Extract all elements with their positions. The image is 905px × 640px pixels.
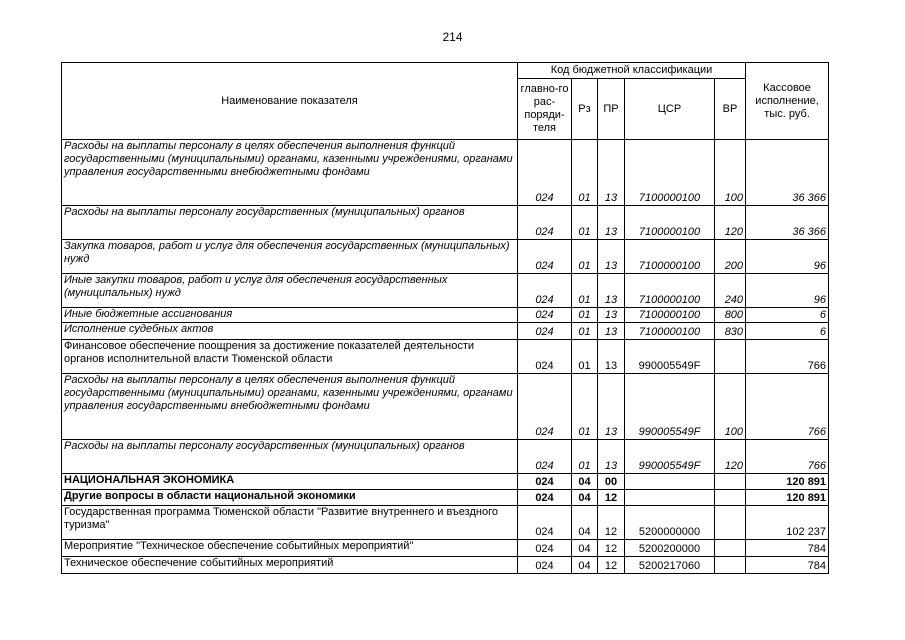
cell-amount: 6 xyxy=(746,308,829,323)
cell-pr: 13 xyxy=(598,340,625,374)
cell-vr xyxy=(715,340,746,374)
cell-vr: 800 xyxy=(715,308,746,323)
cell-pr: 13 xyxy=(598,274,625,308)
cell-name: НАЦИОНАЛЬНАЯ ЭКОНОМИКА xyxy=(62,474,518,490)
table-row xyxy=(62,506,829,540)
cell-amount: 766 xyxy=(746,440,829,474)
cell-name: Мероприятие "Техническое обеспечение событийных мероприятий" xyxy=(62,540,518,557)
cell-rz: 01 xyxy=(572,274,598,308)
cell-name: Техническое обеспечение событийных мероприятий xyxy=(62,557,518,574)
cell-amount: 120 891 xyxy=(746,490,829,506)
cell-csr: 990005549F xyxy=(625,340,715,374)
cell-pr: 13 xyxy=(598,206,625,240)
cell-rz: 01 xyxy=(572,240,598,274)
cell-rz: 04 xyxy=(572,557,598,574)
cell-name: Иные закупки товаров, работ и услуг для обеспечения государственных (муниципальных) нужд xyxy=(62,274,518,308)
cell-amount: 784 xyxy=(746,540,829,557)
cell-rz: 04 xyxy=(572,506,598,540)
table-row xyxy=(62,323,829,340)
cell-name: Иные бюджетные ассигнования xyxy=(62,308,518,323)
cell-csr xyxy=(625,490,715,506)
cell-glav: 024 xyxy=(518,440,572,474)
cell-name: Закупка товаров, работ и услуг для обеспечения государственных (муниципальных) нужд xyxy=(62,240,518,274)
table-row xyxy=(62,308,829,323)
cell-rz: 01 xyxy=(572,374,598,440)
table-row xyxy=(62,557,829,574)
table-row xyxy=(62,540,829,557)
cell-name: Расходы на выплаты персоналу в целях обеспечения выполнения функций государственными (муниципальными) органами, казенными учреждениями, органами управления государственными внебюджетными фондами xyxy=(62,140,518,206)
cell-glav: 024 xyxy=(518,490,572,506)
cell-amount: 96 xyxy=(746,240,829,274)
table-row xyxy=(62,490,829,506)
cell-rz: 01 xyxy=(572,308,598,323)
cell-pr: 13 xyxy=(598,374,625,440)
cell-amount: 766 xyxy=(746,340,829,374)
cell-amount: 784 xyxy=(746,557,829,574)
header-amount: Кассовое исполнение, тыс. руб. xyxy=(746,63,829,140)
header-csr: ЦСР xyxy=(625,79,715,140)
cell-csr: 7100000100 xyxy=(625,140,715,206)
header-pr: ПР xyxy=(598,79,625,140)
cell-rz: 01 xyxy=(572,323,598,340)
header-glav: главно-го рас-поряди-теля xyxy=(518,79,572,140)
cell-pr: 12 xyxy=(598,490,625,506)
cell-glav: 024 xyxy=(518,557,572,574)
cell-pr: 12 xyxy=(598,506,625,540)
cell-rz: 01 xyxy=(572,340,598,374)
cell-csr: 7100000100 xyxy=(625,206,715,240)
header-vr: ВР xyxy=(715,79,746,140)
cell-pr: 13 xyxy=(598,140,625,206)
cell-rz: 01 xyxy=(572,140,598,206)
cell-glav: 024 xyxy=(518,323,572,340)
cell-glav: 024 xyxy=(518,374,572,440)
cell-rz: 01 xyxy=(572,440,598,474)
cell-csr: 7100000100 xyxy=(625,323,715,340)
cell-vr xyxy=(715,490,746,506)
cell-glav: 024 xyxy=(518,140,572,206)
cell-rz: 04 xyxy=(572,490,598,506)
table-body xyxy=(62,140,829,574)
cell-vr: 200 xyxy=(715,240,746,274)
cell-pr: 13 xyxy=(598,308,625,323)
cell-glav: 024 xyxy=(518,206,572,240)
cell-amount: 120 891 xyxy=(746,474,829,490)
table-row xyxy=(62,374,829,440)
cell-csr: 990005549F xyxy=(625,374,715,440)
cell-glav: 024 xyxy=(518,474,572,490)
page-number: 214 xyxy=(442,30,463,44)
budget-table xyxy=(61,62,829,574)
table-row xyxy=(62,240,829,274)
cell-name: Расходы на выплаты персоналу государственных (муниципальных) органов xyxy=(62,440,518,474)
cell-rz: 04 xyxy=(572,540,598,557)
cell-vr: 240 xyxy=(715,274,746,308)
cell-name: Другие вопросы в области национальной экономики xyxy=(62,490,518,506)
table-row xyxy=(62,474,829,490)
cell-name: Государственная программа Тюменской области "Развитие внутреннего и въездного туризма" xyxy=(62,506,518,540)
cell-name: Расходы на выплаты персоналу в целях обеспечения выполнения функций государственными (муниципальными) органами, казенными учреждениями, органами управления государственными внебюджетными фондами xyxy=(62,374,518,440)
cell-vr: 100 xyxy=(715,374,746,440)
cell-pr: 12 xyxy=(598,557,625,574)
cell-amount: 102 237 xyxy=(746,506,829,540)
cell-csr: 5200217060 xyxy=(625,557,715,574)
cell-vr xyxy=(715,557,746,574)
cell-name: Исполнение судебных актов xyxy=(62,323,518,340)
cell-vr xyxy=(715,474,746,490)
cell-vr xyxy=(715,540,746,557)
cell-name: Финансовое обеспечение поощрения за достижение показателей деятельности органов исполнительной власти Тюменской области xyxy=(62,340,518,374)
cell-pr: 00 xyxy=(598,474,625,490)
cell-csr: 7100000100 xyxy=(625,274,715,308)
cell-glav: 024 xyxy=(518,506,572,540)
cell-rz: 04 xyxy=(572,474,598,490)
cell-csr: 5200000000 xyxy=(625,506,715,540)
cell-glav: 024 xyxy=(518,340,572,374)
table-row xyxy=(62,140,829,206)
cell-amount: 36 366 xyxy=(746,140,829,206)
cell-glav: 024 xyxy=(518,308,572,323)
cell-glav: 024 xyxy=(518,540,572,557)
header-name: Наименование показателя xyxy=(62,63,518,140)
table-row xyxy=(62,440,829,474)
cell-amount: 766 xyxy=(746,374,829,440)
header-group-code: Код бюджетной классификации xyxy=(518,63,746,79)
cell-vr: 830 xyxy=(715,323,746,340)
cell-glav: 024 xyxy=(518,240,572,274)
cell-vr: 100 xyxy=(715,140,746,206)
cell-glav: 024 xyxy=(518,274,572,308)
cell-csr: 990005549F xyxy=(625,440,715,474)
cell-amount: 36 366 xyxy=(746,206,829,240)
cell-pr: 13 xyxy=(598,240,625,274)
table-row xyxy=(62,274,829,308)
cell-vr: 120 xyxy=(715,440,746,474)
cell-pr: 12 xyxy=(598,540,625,557)
cell-vr: 120 xyxy=(715,206,746,240)
table-row xyxy=(62,206,829,240)
cell-csr: 7100000100 xyxy=(625,240,715,274)
cell-pr: 13 xyxy=(598,440,625,474)
cell-vr xyxy=(715,506,746,540)
table-row xyxy=(62,340,829,374)
cell-amount: 96 xyxy=(746,274,829,308)
cell-csr: 7100000100 xyxy=(625,308,715,323)
cell-amount: 6 xyxy=(746,323,829,340)
cell-name: Расходы на выплаты персоналу государственных (муниципальных) органов xyxy=(62,206,518,240)
cell-csr xyxy=(625,474,715,490)
cell-pr: 13 xyxy=(598,323,625,340)
table-header xyxy=(62,63,829,140)
header-rz: Рз xyxy=(572,79,598,140)
cell-csr: 5200200000 xyxy=(625,540,715,557)
cell-rz: 01 xyxy=(572,206,598,240)
